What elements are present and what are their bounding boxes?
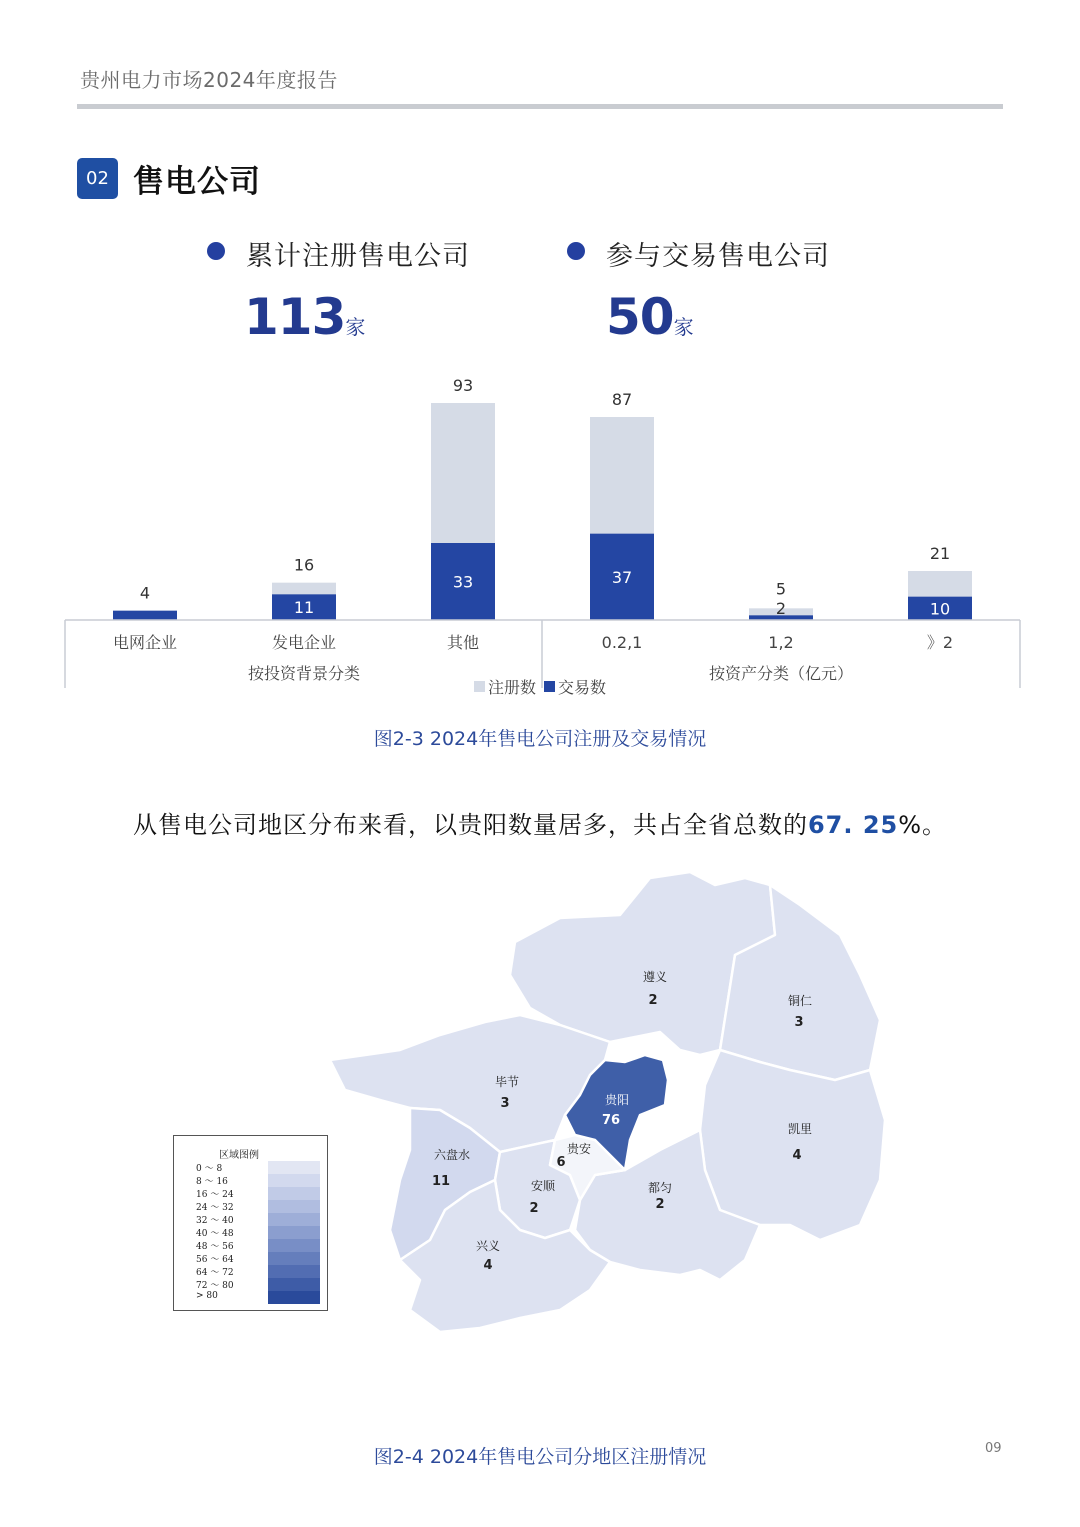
legend-row bbox=[196, 1213, 306, 1226]
map-label-tongren: 铜仁 bbox=[787, 994, 813, 1008]
legend-bin-label: > 80 bbox=[196, 1291, 218, 1301]
bar-traded-value-label: 33 bbox=[452, 572, 474, 592]
legend-row bbox=[196, 1174, 306, 1187]
bar-traded-value-label: 11 bbox=[293, 598, 315, 618]
legend-swatch bbox=[268, 1174, 320, 1187]
legend-swatch-traded bbox=[544, 681, 555, 692]
map-label-zunyi: 遵义 bbox=[642, 970, 668, 984]
legend-swatch bbox=[268, 1265, 320, 1278]
bar-registered-value-label: 4 bbox=[139, 583, 151, 603]
map-count-xingyi: 4 bbox=[483, 1258, 493, 1273]
legend-bin-label: 8 ～ 16 bbox=[196, 1177, 228, 1187]
bar-registered-value-label: 5 bbox=[775, 579, 787, 599]
x-group-label: 按投资背景分类 bbox=[247, 664, 361, 683]
legend-swatch bbox=[268, 1278, 320, 1291]
header-divider bbox=[77, 104, 1003, 109]
stat-traded-value: 50 bbox=[606, 288, 674, 346]
stat-registered-label: 累计注册售电公司 bbox=[246, 241, 470, 272]
stat-registered-value-group bbox=[244, 288, 365, 346]
x-tick-label: 》2 bbox=[926, 633, 954, 652]
map-count-duyun: 2 bbox=[655, 1197, 665, 1212]
map-count-kaili: 4 bbox=[792, 1148, 802, 1163]
map-legend bbox=[173, 1135, 328, 1311]
map-count-zunyi: 2 bbox=[648, 993, 658, 1008]
legend-row bbox=[196, 1226, 306, 1239]
section-number-badge: 02 bbox=[77, 158, 118, 199]
stat-registered-value: 113 bbox=[244, 288, 346, 346]
legend-bin-label: 24 ～ 32 bbox=[196, 1203, 234, 1213]
chart-caption: 图2-3 2024年售电公司注册及交易情况 bbox=[373, 728, 707, 750]
stat-bullet-icon bbox=[567, 242, 585, 260]
stat-bullet-icon bbox=[207, 242, 225, 260]
legend-row bbox=[196, 1252, 306, 1265]
map-label-duyun: 都匀 bbox=[647, 1181, 673, 1195]
map-count-anshun: 2 bbox=[529, 1201, 539, 1216]
legend-label-traded: 交易数 bbox=[558, 678, 607, 697]
x-tick-label: 电网企业 bbox=[112, 633, 178, 652]
x-tick-label: 1,2 bbox=[768, 633, 794, 652]
legend-row bbox=[196, 1291, 306, 1304]
x-tick-label: 发电企业 bbox=[271, 633, 337, 652]
legend-row bbox=[196, 1187, 306, 1200]
section-title: 售电公司 bbox=[133, 164, 261, 200]
legend-swatch-registered bbox=[474, 681, 485, 692]
legend-bin-label: 0 ～ 8 bbox=[196, 1164, 223, 1174]
map-count-liupanshui: 11 bbox=[431, 1174, 451, 1189]
map-label-anshun: 安顺 bbox=[530, 1179, 556, 1193]
x-group-label: 按资产分类（亿元） bbox=[708, 664, 854, 683]
province-map bbox=[0, 860, 1080, 1350]
bar-registered-value-label: 87 bbox=[611, 390, 633, 409]
summary-text: 从售电公司地区分布来看，以贵阳数量居多，共占全省总数的 bbox=[132, 811, 808, 839]
map-count-guiyang: 76 bbox=[601, 1113, 621, 1128]
map-label-xingyi: 兴义 bbox=[475, 1239, 501, 1253]
map-region-kaili bbox=[700, 1050, 885, 1240]
legend-bin-label: 40 ～ 48 bbox=[196, 1229, 234, 1239]
document-title: 贵州电力市场2024年度报告 bbox=[80, 68, 338, 92]
legend-swatch bbox=[268, 1161, 320, 1174]
legend-row bbox=[196, 1265, 306, 1278]
legend-label-registered: 注册数 bbox=[488, 678, 537, 697]
stat-registered-unit: 家 bbox=[345, 315, 366, 339]
bar-registered-value-label: 21 bbox=[929, 544, 951, 563]
legend-bin-label: 64 ～ 72 bbox=[196, 1268, 234, 1278]
legend-bin-label: 56 ～ 64 bbox=[196, 1255, 234, 1265]
legend-swatch bbox=[268, 1291, 320, 1304]
legend-row bbox=[196, 1200, 306, 1213]
map-count-tongren: 3 bbox=[794, 1015, 804, 1030]
bar-traded-value-label: 10 bbox=[929, 599, 951, 619]
summary-suffix: %。 bbox=[898, 811, 948, 839]
bar-traded-value-label: 2 bbox=[775, 599, 787, 618]
map-label-kaili: 凯里 bbox=[787, 1122, 813, 1136]
map-count-guian: 6 bbox=[556, 1155, 566, 1170]
legend-row bbox=[196, 1239, 306, 1252]
stat-traded-unit: 家 bbox=[673, 315, 694, 339]
map-label-liupanshui: 六盘水 bbox=[433, 1148, 471, 1162]
summary-highlight: 67. 25 bbox=[807, 811, 899, 839]
map-label-guiyang: 贵阳 bbox=[604, 1093, 630, 1107]
map-caption: 图2-4 2024年售电公司分地区注册情况 bbox=[373, 1446, 707, 1468]
x-tick-label: 0.2,1 bbox=[601, 633, 643, 652]
page-number: 09 bbox=[985, 1441, 1002, 1456]
legend-swatch bbox=[268, 1187, 320, 1200]
legend-bin-label: 72 ～ 80 bbox=[196, 1281, 234, 1291]
stat-traded-value-group bbox=[606, 288, 694, 346]
legend-swatch bbox=[268, 1213, 320, 1226]
bar-traded bbox=[113, 611, 177, 620]
bar-traded-value-label: 37 bbox=[611, 567, 633, 587]
legend-bin-label: 16 ～ 24 bbox=[196, 1190, 234, 1200]
legend-bin-label: 32 ～ 40 bbox=[196, 1216, 234, 1226]
map-label-bijie: 毕节 bbox=[494, 1075, 520, 1089]
map-label-guian: 贵安 bbox=[566, 1142, 592, 1156]
legend-swatch bbox=[268, 1252, 320, 1265]
legend-row bbox=[196, 1161, 306, 1174]
x-tick-label: 其他 bbox=[446, 633, 480, 652]
stat-traded-label: 参与交易售电公司 bbox=[606, 241, 830, 272]
bar-registered-value-label: 93 bbox=[452, 376, 474, 395]
legend-bin-label: 48 ～ 56 bbox=[196, 1242, 234, 1252]
legend-swatch bbox=[268, 1200, 320, 1213]
map-count-bijie: 3 bbox=[500, 1096, 510, 1111]
legend-swatch bbox=[268, 1239, 320, 1252]
map-legend-title: 区域图例 bbox=[219, 1150, 259, 1161]
bar-chart bbox=[0, 360, 1080, 705]
legend-swatch bbox=[268, 1226, 320, 1239]
summary-paragraph bbox=[0, 805, 1080, 840]
legend-row bbox=[196, 1278, 306, 1291]
bar-registered-value-label: 16 bbox=[293, 555, 315, 575]
